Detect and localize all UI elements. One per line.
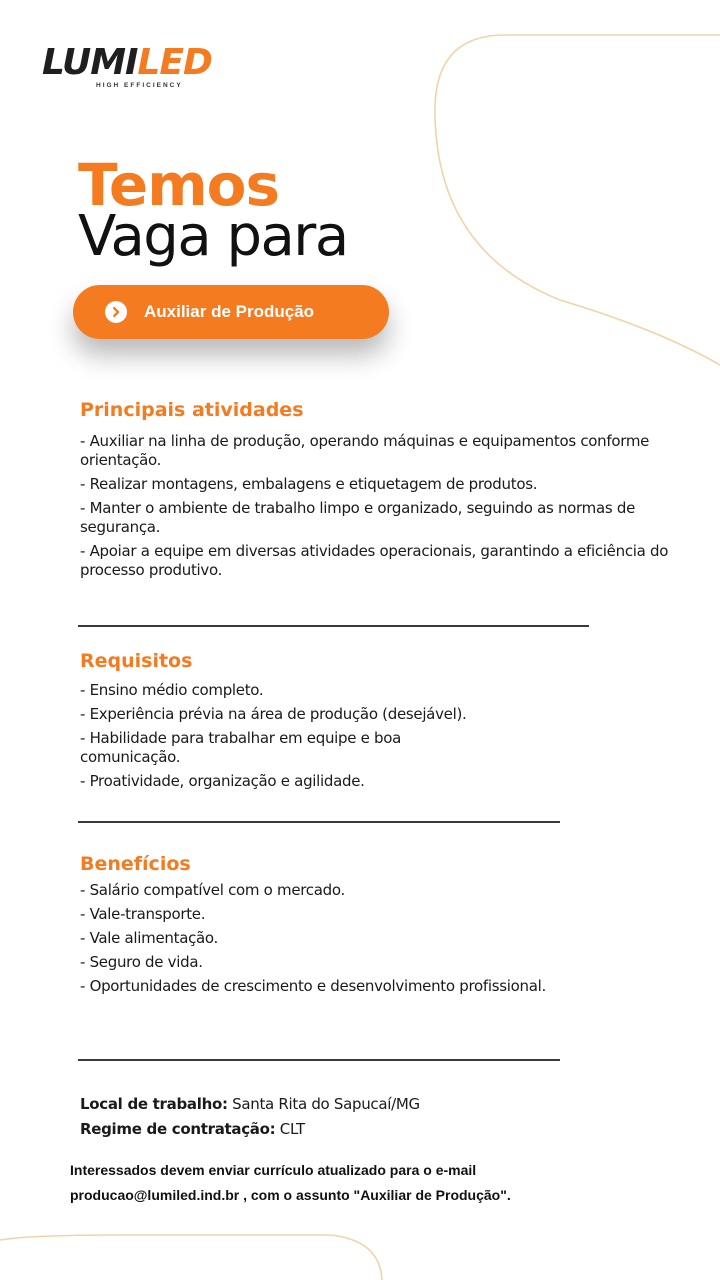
job-details bbox=[80, 1092, 420, 1142]
job-title-button[interactable] bbox=[73, 285, 389, 339]
brand-name-part2: LED bbox=[137, 42, 212, 83]
regime-row bbox=[80, 1117, 420, 1142]
location-value: Santa Rita do Sapucaí/MG bbox=[227, 1095, 420, 1113]
list-item: - Salário compatível com o mercado. bbox=[80, 881, 345, 899]
list-item: - Ensino médio completo. bbox=[80, 681, 264, 699]
list-item: - Proatividade, organização e agilidade. bbox=[80, 772, 365, 790]
contact-line2: producao@lumiled.ind.br , com o assunto "Auxiliar de Produção". bbox=[70, 1187, 511, 1203]
activities-list bbox=[80, 432, 675, 585]
brand-name-part1: LUMI bbox=[42, 42, 138, 83]
requirements-title: Requisitos bbox=[80, 650, 193, 672]
chevron-right-circle-icon bbox=[105, 301, 127, 323]
benefits-title: Benefícios bbox=[80, 853, 191, 875]
list-item: - Experiência prévia na área de produção (desejável). bbox=[80, 705, 467, 723]
list-item: - Vale alimentação. bbox=[80, 929, 219, 947]
requirements-list bbox=[80, 681, 500, 796]
list-item: - Realizar montagens, embalagens e etiquetagem de produtos. bbox=[80, 475, 538, 493]
list-item: - Seguro de vida. bbox=[80, 953, 203, 971]
list-item: - Vale-transporte. bbox=[80, 905, 206, 923]
job-title-label: Auxiliar de Produção bbox=[144, 302, 315, 321]
divider bbox=[78, 1059, 560, 1061]
benefits-list bbox=[80, 881, 680, 1001]
list-item: - Auxiliar na linha de produção, operando máquinas e equipamentos conforme orientação. bbox=[80, 432, 650, 469]
headline-line1: Temos bbox=[78, 151, 280, 219]
list-item: - Manter o ambiente de trabalho limpo e organizado, seguindo as normas de segurança. bbox=[80, 499, 636, 536]
regime-value: CLT bbox=[275, 1120, 305, 1138]
brand-tagline: HIGH EFFICIENCY bbox=[96, 82, 183, 89]
divider bbox=[78, 625, 589, 627]
list-item: - Habilidade para trabalhar em equipe e boa comunicação. bbox=[80, 729, 402, 766]
divider bbox=[78, 821, 560, 823]
regime-label: Regime de contratação: bbox=[80, 1120, 276, 1138]
headline-line2: Vaga para bbox=[78, 204, 348, 269]
contact-info bbox=[70, 1158, 511, 1208]
brand-logo bbox=[42, 44, 214, 90]
contact-line1: Interessados devem enviar currículo atualizado para o e-mail bbox=[70, 1162, 477, 1178]
list-item: - Oportunidades de crescimento e desenvolvimento profissional. bbox=[80, 977, 546, 995]
location-row bbox=[80, 1092, 420, 1117]
list-item: - Apoiar a equipe em diversas atividades operacionais, garantindo a eficiência do processo produtivo. bbox=[80, 542, 669, 579]
location-label: Local de trabalho: bbox=[80, 1095, 228, 1113]
activities-title: Principais atividades bbox=[80, 399, 304, 421]
